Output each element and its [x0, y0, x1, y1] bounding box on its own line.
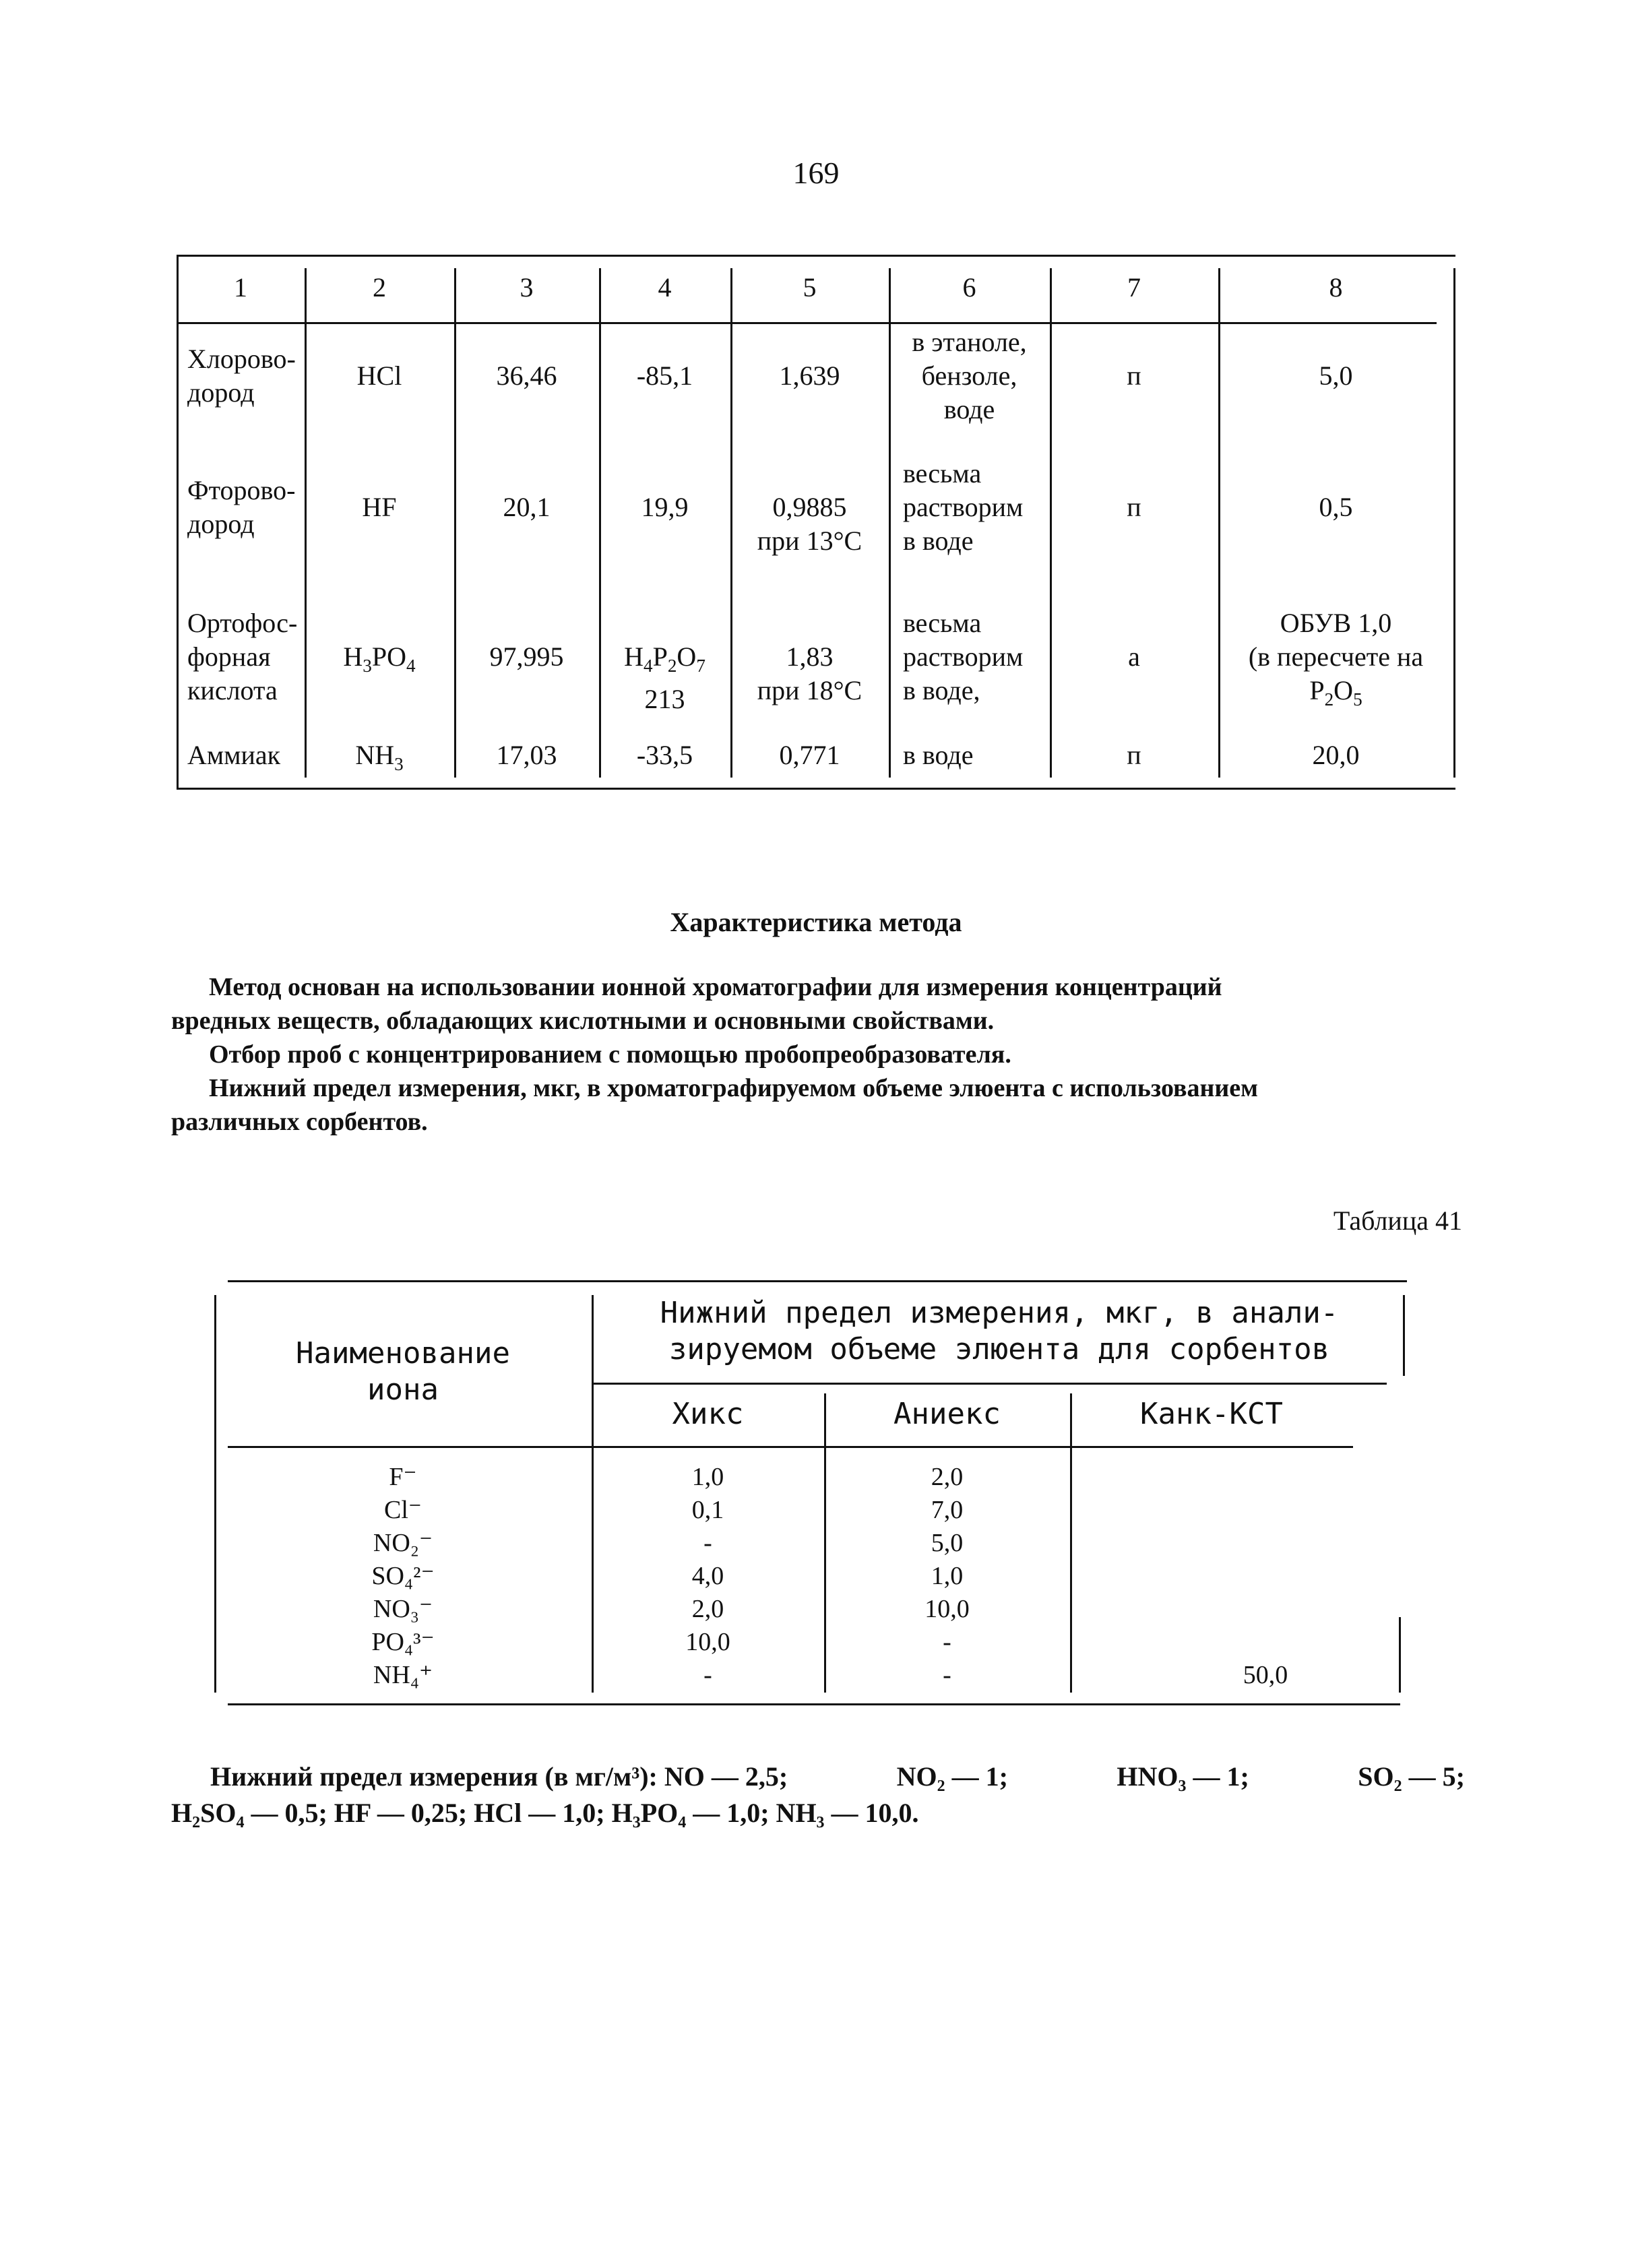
- table-cell: [1070, 1494, 1353, 1527]
- table-border-left: [177, 255, 179, 790]
- col-header: 4: [658, 272, 672, 303]
- table-cell: 5,0: [931, 1529, 964, 1557]
- molar-mass: 97,995: [489, 641, 564, 672]
- col-header: 1: [234, 272, 247, 303]
- table-cell: 10,0: [924, 1595, 970, 1623]
- hiks-values: [592, 1461, 824, 1692]
- table-top-border: [177, 255, 1455, 257]
- col-header: 3: [520, 272, 534, 303]
- table-cell: -: [703, 1661, 712, 1689]
- section-title: Характеристика метода: [670, 907, 962, 937]
- solubility: весьма растворим в воде,: [903, 608, 1024, 705]
- sorbent-header-kank: Канк-КСТ: [1140, 1397, 1283, 1431]
- aniex-values: [824, 1461, 1070, 1692]
- table-cell: -: [943, 1628, 951, 1656]
- ion-column-header: Наименование иона: [296, 1336, 510, 1407]
- group-header-separator: [592, 1383, 1387, 1385]
- col-header: 7: [1127, 272, 1141, 303]
- list-item: SO₄²⁻: [371, 1562, 435, 1590]
- limit-value: ОБУВ 1,0 (в пересчете на $P_2O_5$: [1248, 608, 1424, 710]
- boiling-point: -85,1: [636, 360, 693, 391]
- paragraph-limit: Нижний предел измерения, мкг, в хроматографируемом объеме элюента с использованием различных сорбентов.: [171, 1074, 1259, 1136]
- formula: $H_3PO_4$: [343, 641, 416, 676]
- paragraph-method: Метод основан на использовании ионной хроматографии для измерения концентраций вредных веществ, обладающих кислотными и основными свойствами.: [171, 973, 1222, 1035]
- table-border-right: [1399, 1617, 1401, 1693]
- table-top-border: [228, 1280, 1407, 1282]
- table-cell: [1070, 1461, 1353, 1494]
- paragraph-sampling: Отбор проб с концентрированием с помощью пробопреобразователя.: [209, 1040, 1011, 1069]
- measurement-limits-note: Нижний предел измерения (в мг/м³): NO — 2,5; NO₂ — 1; HNO₃ — 1; SO₂ — 5; H₂SO₄ — 0,5; HF — 0,25; HCl — 1,0; H₃PO₄ — 1,0; NH₃ — 10,0.: [171, 1761, 1465, 1828]
- molar-mass: 17,03: [496, 740, 557, 770]
- limit-value: 5,0: [1319, 360, 1353, 391]
- table-cell: -: [943, 1661, 951, 1689]
- list-item: NO₂⁻: [373, 1529, 433, 1557]
- table-bottom-border: [177, 788, 1455, 790]
- list-item: NH₄⁺: [373, 1661, 433, 1689]
- header-separator: [228, 1446, 1353, 1448]
- table-cell: 50,0: [1243, 1661, 1288, 1689]
- solubility: весьма растворим в воде: [903, 458, 1024, 556]
- properties-table: [177, 255, 1455, 790]
- table-cell: 2,0: [931, 1463, 964, 1491]
- density: 0,9885 при 13°С: [757, 492, 862, 556]
- col-header: 6: [962, 272, 976, 303]
- table-cell: [1070, 1593, 1353, 1626]
- formula: HF: [362, 492, 397, 522]
- col-header: 8: [1329, 272, 1343, 303]
- col-header: 2: [373, 272, 386, 303]
- list-item: PO₄³⁻: [371, 1628, 435, 1656]
- col-header: 5: [803, 272, 817, 303]
- substance-name: Хлорово- дород: [187, 344, 296, 408]
- boiling-point: 19,9: [641, 492, 689, 522]
- table-caption: Таблица 41: [1333, 1205, 1462, 1236]
- list-item: Cl⁻: [384, 1496, 422, 1524]
- page-number: 169: [792, 156, 840, 190]
- detection-limits-table: [214, 1280, 1407, 1725]
- hazard-class: п: [1127, 492, 1141, 522]
- hazard-class: п: [1127, 740, 1141, 770]
- table-cell: [1070, 1527, 1353, 1560]
- boiling-point: -33,5: [636, 740, 693, 770]
- formula: $NH_3$: [355, 740, 404, 774]
- density: 1,83 при 18°С: [757, 641, 862, 705]
- table-cell: [1070, 1626, 1353, 1659]
- formula: HCl: [356, 360, 402, 391]
- density: 0,771: [779, 740, 840, 770]
- sorbent-header-aniex: Аниекс: [893, 1397, 1001, 1431]
- hazard-class: а: [1128, 641, 1140, 672]
- substance-name: Ортофос- форная кислота: [187, 608, 298, 705]
- table-cell: 10,0: [685, 1628, 730, 1656]
- table-cell: 4,0: [691, 1562, 724, 1590]
- table-cell: -: [703, 1529, 712, 1557]
- table-border-right: [1453, 268, 1455, 778]
- boiling-point: $H_4P_2O_7$ 213: [624, 641, 705, 714]
- list-item: NO₃⁻: [373, 1595, 433, 1623]
- sorbent-header-hiks: Хикс: [672, 1397, 744, 1431]
- substance-name: Аммиак: [187, 740, 281, 770]
- table-cell: 0,1: [691, 1496, 724, 1524]
- molar-mass: 36,46: [496, 360, 557, 391]
- table-cell: [1070, 1560, 1353, 1593]
- density: 1,639: [779, 360, 840, 391]
- sorbent-group-header: Нижний предел измерения, мкг, в анали- зируемом объеме элюента для сорбентов: [660, 1296, 1339, 1366]
- table-cell: 2,0: [691, 1595, 724, 1623]
- kank-values: [1070, 1461, 1353, 1692]
- solubility: в воде: [903, 740, 974, 770]
- table-cell: 1,0: [931, 1562, 964, 1590]
- table-cell: 7,0: [931, 1496, 964, 1524]
- table-bottom-border: [228, 1703, 1400, 1705]
- limit-value: 0,5: [1319, 492, 1353, 522]
- ion-list: [336, 1461, 470, 1692]
- table-cell: 1,0: [691, 1463, 724, 1491]
- limit-value: 20,0: [1312, 740, 1360, 770]
- solubility: в этаноле, бензоле, воде: [912, 327, 1027, 424]
- header-separator: [177, 322, 1437, 324]
- molar-mass: 20,1: [503, 492, 551, 522]
- hazard-class: п: [1127, 360, 1141, 391]
- substance-name: Фторово- дород: [187, 475, 296, 539]
- list-item: F⁻: [389, 1463, 417, 1491]
